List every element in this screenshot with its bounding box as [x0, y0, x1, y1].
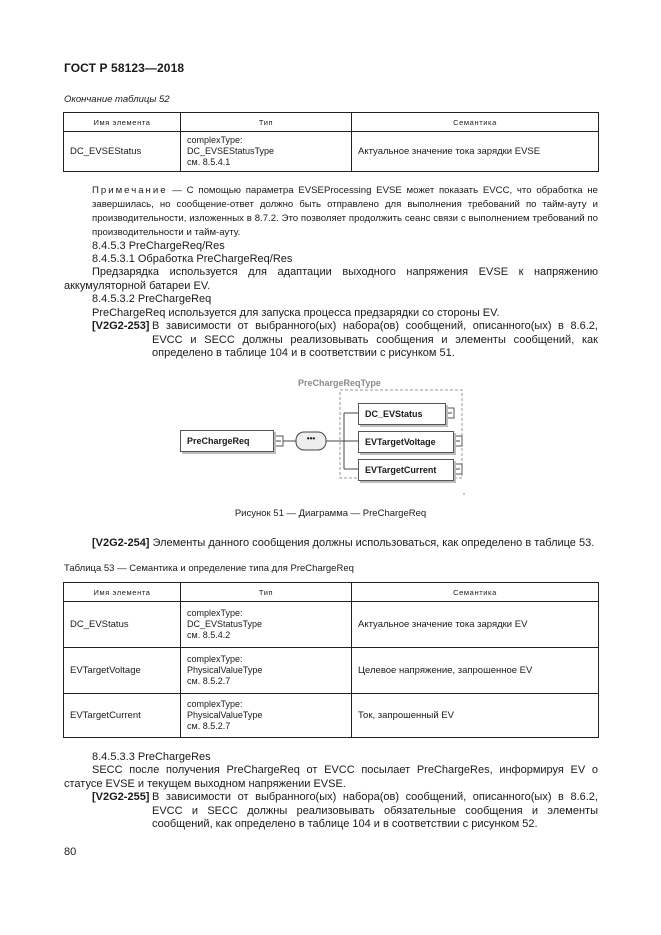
- paragraph: PreChargeReq используется для запуска процесса предзарядки со стороны EV.: [92, 307, 500, 319]
- cell-name: DC_EVStatus: [64, 602, 181, 648]
- requirement-text: Элементы данного сообщения должны использоваться, как определено в таблице 53.: [149, 537, 595, 549]
- diagram-prechargereq: [180, 378, 480, 498]
- page-number: 80: [64, 846, 77, 858]
- table-row: [64, 602, 599, 648]
- requirement-text: В зависимости от выбранного(ых) набора(ов) сообщений, описанного(ых) в 8.6.2, EVCC и SECC должны реализовывать обязательные сообщения и элементы сообщений, как определено в таблице 104 и в соответствии с рисунком 52.: [152, 791, 598, 830]
- diagram-child-evtargetvoltage: EVTargetVoltage: [358, 431, 454, 453]
- requirement-tag: [V2G2-255]: [92, 791, 150, 803]
- requirement-tag: [V2G2-253]: [92, 320, 150, 332]
- column-header-name: Имя элемента: [64, 113, 181, 132]
- table-header-row: [64, 113, 599, 132]
- table-header-row: [64, 583, 599, 602]
- subsection-heading: 8.4.5.3.1 Обработка PreChargeReq/Res: [92, 253, 293, 265]
- column-header-type: Тип: [181, 583, 352, 602]
- cell-type: complexType: DC_EVStatusType см. 8.5.4.2: [181, 602, 352, 648]
- table-row: [64, 648, 599, 694]
- cell-semantics: Актуальное значение тока зарядки EV: [352, 602, 599, 648]
- table-row: [64, 132, 599, 172]
- cell-type: complexType: PhysicalValueType см. 8.5.2.7: [181, 694, 352, 738]
- figure-caption: Рисунок 51 — Диаграмма — PreChargeReq: [234, 508, 427, 519]
- cell-name: EVTargetCurrent: [64, 694, 181, 738]
- diagram-child-evtargetcurrent: EVTargetCurrent: [358, 459, 454, 481]
- table-52: [63, 112, 599, 172]
- subsection-heading: 8.4.5.3.3 PreChargeRes: [92, 751, 211, 763]
- cell-type: complexType: PhysicalValueType см. 8.5.2.7: [181, 648, 352, 694]
- requirement-255: [92, 791, 598, 832]
- column-header-name: Имя элемента: [64, 583, 181, 602]
- requirement-text: В зависимости от выбранного(ых) набора(ов) сообщений, описанного(ых) в 8.6.2, EVCC и SECC должны реализовывать сообщения и элементы сообщений, как определено в таблице 104 и в соответствии с рисунком 51.: [152, 320, 598, 359]
- note-text: — С помощью параметра EVSEProcessing EVSE может показать EVCC, что обработка не завершилась, но сообщение-ответ должно быть отправлено для выполнения требований по тайм-ауту и производительности, изложенных в 8.7.2. Это позволяет продолжить сеанс связи с выполнением требований по производительности и тайм-ауту.: [92, 185, 598, 238]
- paragraph: SECC после получения PreChargeReq от EVCC посылает PreChargeRes, информируя EV о статусе EVSE и текущем выходном напряжении EVSE.: [64, 764, 598, 790]
- table-53: [63, 582, 599, 738]
- diagram-root-element: PreChargeReq: [180, 430, 274, 452]
- cell-name: DC_EVSEStatus: [64, 132, 181, 172]
- sequence-icon: •••: [306, 434, 316, 443]
- cell-type: complexType: DC_EVSEStatusType см. 8.5.4.1: [181, 132, 352, 172]
- requirement-254: [92, 537, 594, 551]
- table-52-caption: Окончание таблицы 52: [64, 94, 170, 105]
- column-header-type: Тип: [181, 113, 352, 132]
- column-header-semantics: Семантика: [352, 583, 599, 602]
- paragraph: Предзарядка используется для адаптации выходного напряжения EVSE к напряжению аккумуляторной батареи EV.: [64, 266, 598, 292]
- cell-semantics: Целевое напряжение, запрошенное EV: [352, 648, 599, 694]
- subsection-heading: 8.4.5.3.2 PreChargeReq: [92, 293, 212, 305]
- diagram-child-dc-evstatus: DC_EVStatus: [358, 403, 446, 425]
- column-header-semantics: Семантика: [352, 113, 599, 132]
- table-53-caption: Таблица 53 — Семантика и определение типа для PreChargeReq: [64, 563, 354, 574]
- section-heading: 8.4.5.3 PreChargeReq/Res: [92, 240, 225, 252]
- requirement-tag: [V2G2-254]: [92, 537, 150, 549]
- document-header: ГОСТ Р 58123—2018: [64, 61, 185, 75]
- note: [92, 184, 598, 240]
- table-row: [64, 694, 599, 738]
- diagram-type-title: PreChargeReqType: [298, 378, 381, 388]
- cell-semantics: Актуальное значение тока зарядки EVSE: [352, 132, 599, 172]
- cell-semantics: Ток, запрошенный EV: [352, 694, 599, 738]
- requirement-253: [92, 320, 598, 361]
- cell-name: EVTargetVoltage: [64, 648, 181, 694]
- note-prefix: Примечание: [92, 185, 168, 196]
